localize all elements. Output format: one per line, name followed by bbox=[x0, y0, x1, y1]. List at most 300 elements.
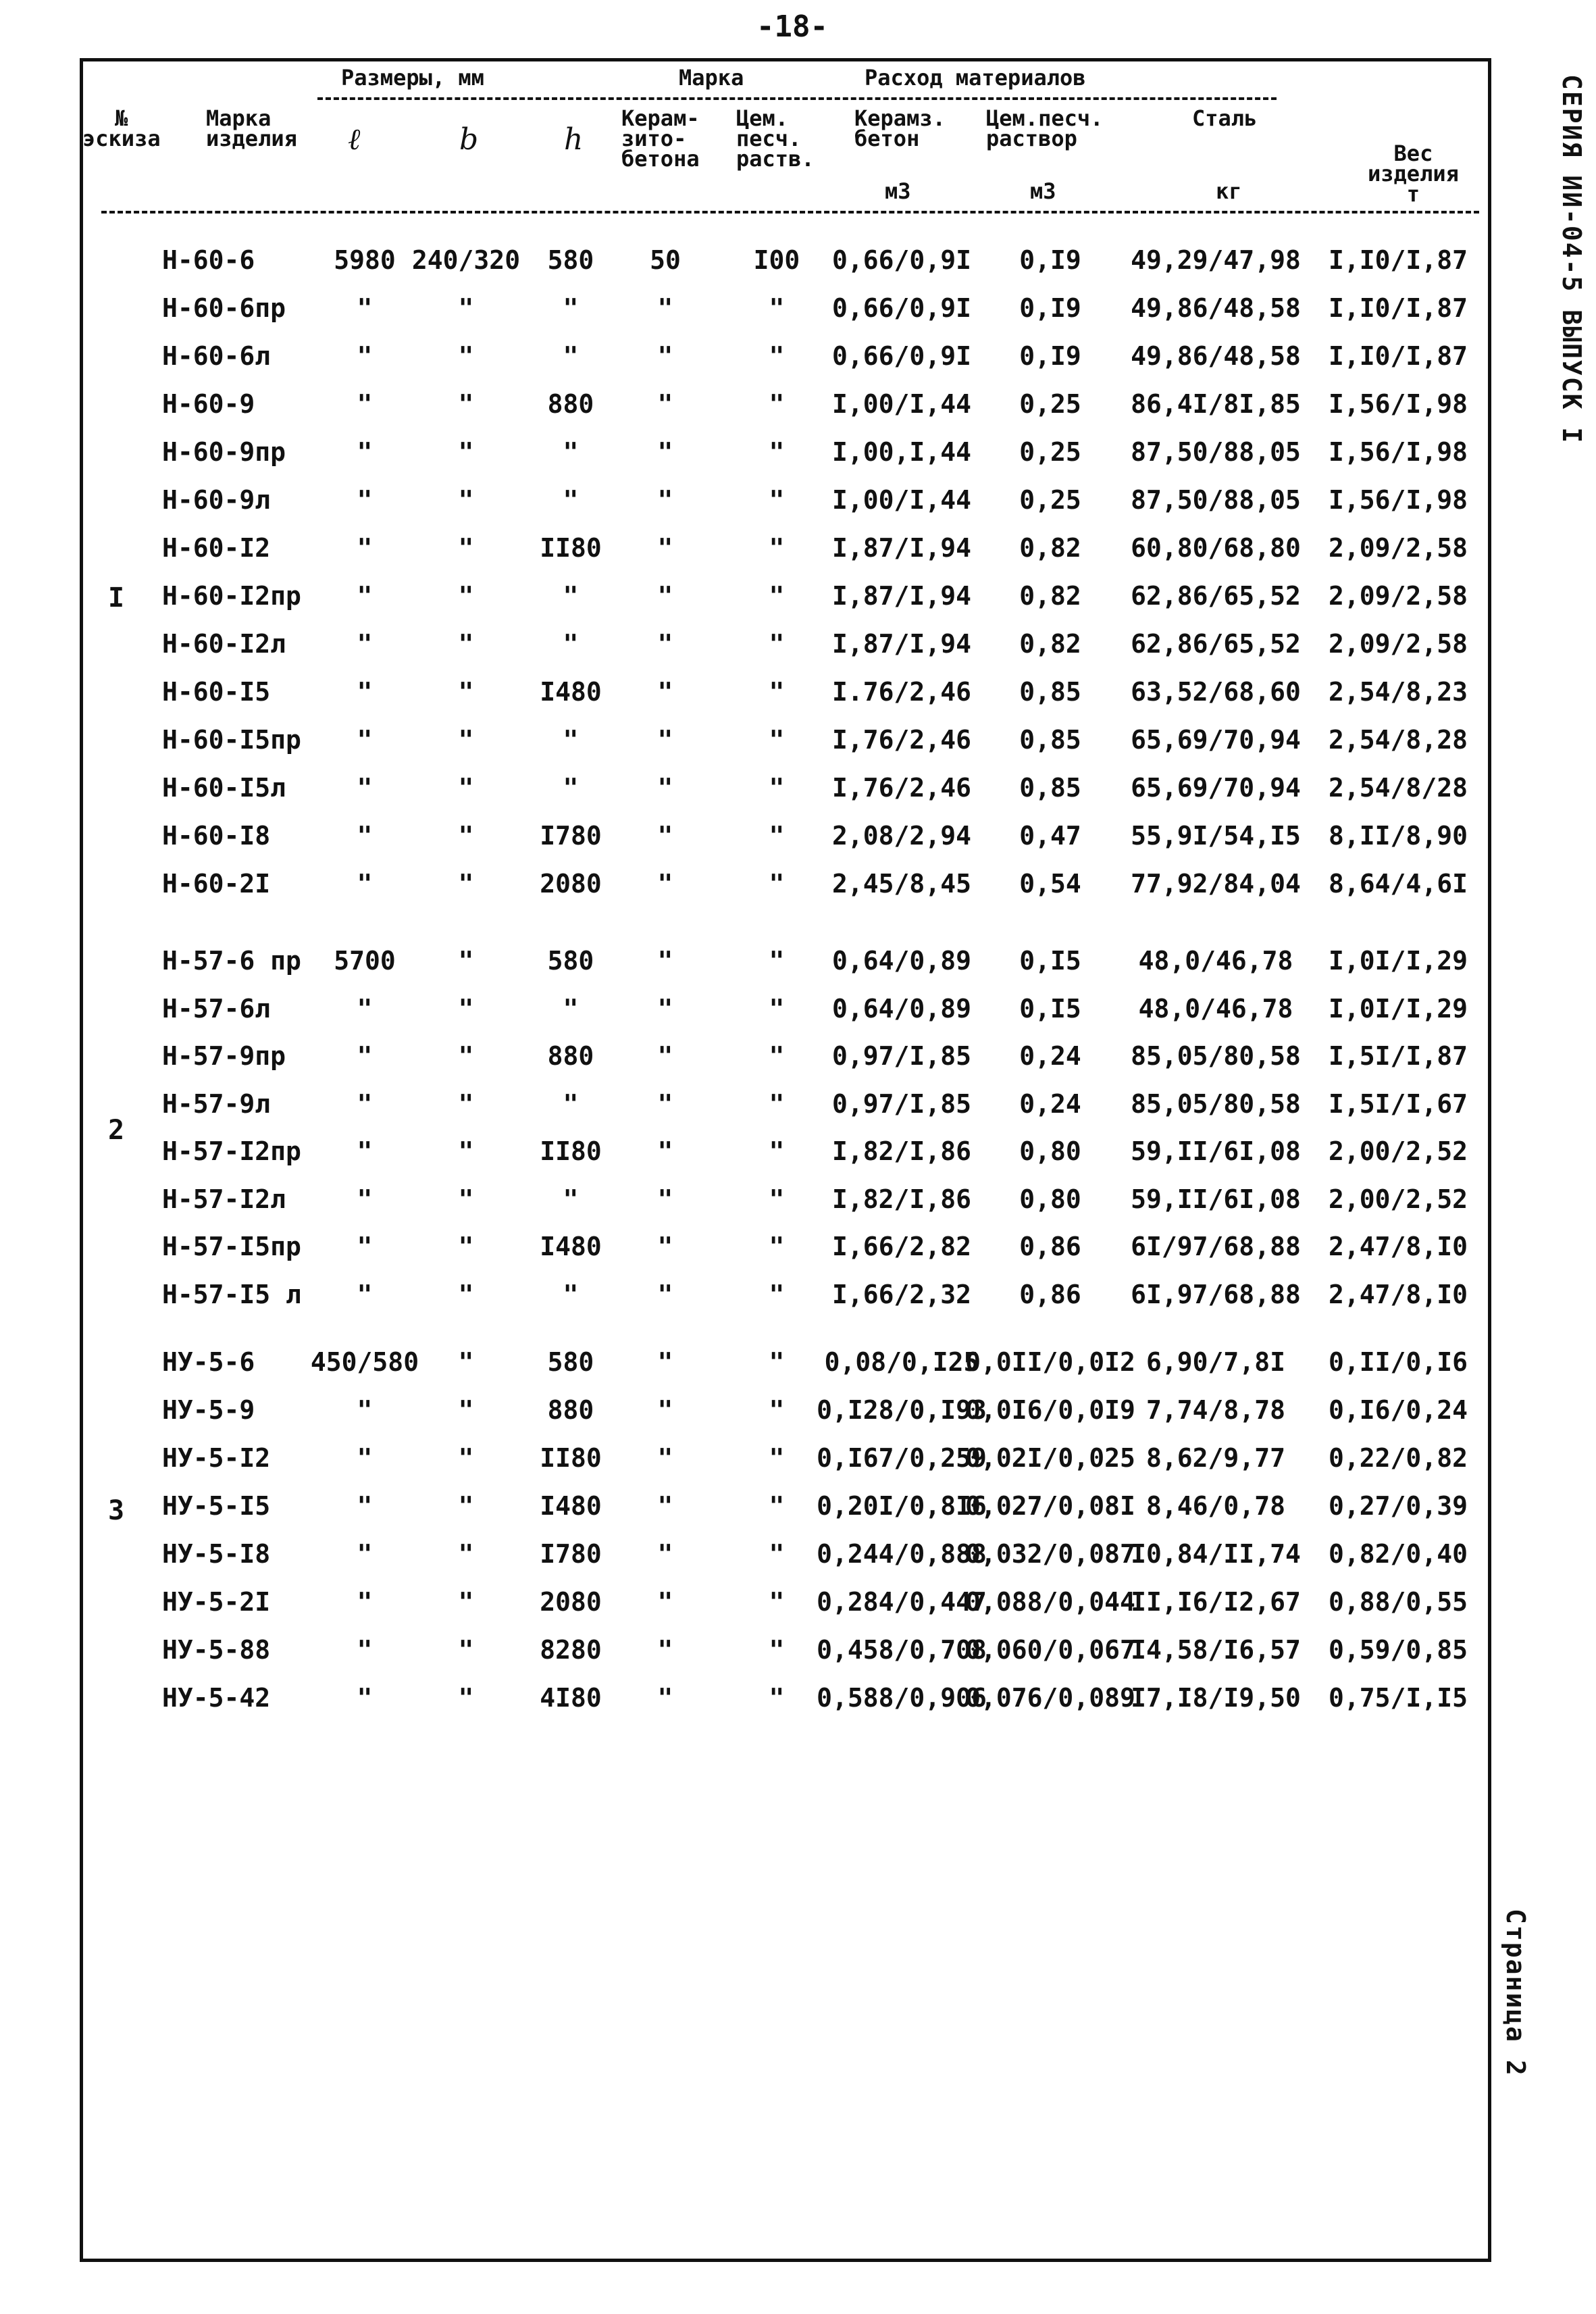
cell-l: " bbox=[357, 533, 373, 563]
cell-steel: 6I/97/68,88 bbox=[1131, 1232, 1301, 1261]
cell-b: " bbox=[458, 1443, 474, 1473]
cell-l: " bbox=[357, 1088, 373, 1119]
cell-b: " bbox=[458, 1491, 474, 1521]
cell-h: 880 bbox=[547, 389, 594, 419]
cell-b: " bbox=[458, 1279, 474, 1309]
cell-mark: Н-57-6 пр bbox=[162, 946, 301, 976]
cell-b: " bbox=[458, 437, 474, 467]
cell-v2: 0,02I/0,025 bbox=[965, 1443, 1135, 1473]
cell-steel: 65,69/70,94 bbox=[1131, 725, 1301, 755]
cell-mark: НУ-5-88 bbox=[162, 1635, 271, 1665]
cell-b: " bbox=[458, 485, 474, 515]
cell-cem: " bbox=[769, 1491, 785, 1521]
cell-w: 2,00/2,52 bbox=[1329, 1136, 1468, 1166]
cell-l: 5700 bbox=[334, 946, 396, 976]
cell-cem: " bbox=[769, 1539, 785, 1569]
cell-cem: " bbox=[769, 1683, 785, 1713]
cell-cem: " bbox=[769, 293, 785, 323]
cell-v2: 0,25 bbox=[1019, 437, 1081, 467]
cell-mark: Н-60-9пр bbox=[162, 437, 286, 467]
cell-cer: " bbox=[657, 629, 673, 659]
cell-cer: " bbox=[657, 581, 673, 611]
cell-h: II80 bbox=[540, 1443, 602, 1473]
cell-h: " bbox=[563, 725, 579, 755]
header-col-ceramzite: Керам- зито- бетона bbox=[621, 105, 700, 172]
cell-l: " bbox=[357, 629, 373, 659]
cell-h: 880 bbox=[547, 1395, 594, 1425]
cell-cer: " bbox=[657, 869, 673, 899]
cell-cer: " bbox=[657, 821, 673, 851]
cell-v2: 0,I9 bbox=[1019, 245, 1081, 275]
cell-l: " bbox=[357, 1136, 373, 1166]
header-bottom-dash-line bbox=[101, 211, 1479, 213]
cell-w: I,56/I,98 bbox=[1329, 485, 1468, 515]
cell-w: 0,82/0,40 bbox=[1329, 1539, 1468, 1569]
header-col-mark: Марка изделия bbox=[206, 105, 297, 151]
cell-w: 2,54/8,28 bbox=[1329, 725, 1468, 755]
cell-w: 0,22/0,82 bbox=[1329, 1443, 1468, 1473]
cell-b: " bbox=[458, 1395, 474, 1425]
cell-cem: " bbox=[769, 773, 785, 803]
cell-w: 2,09/2,58 bbox=[1329, 533, 1468, 563]
cell-w: I,0I/I,29 bbox=[1329, 993, 1468, 1024]
cell-v1: I,87/I,94 bbox=[832, 533, 971, 563]
cell-w: I,I0/I,87 bbox=[1329, 245, 1468, 275]
cell-v1: I,76/2,46 bbox=[832, 773, 971, 803]
cell-v2: 0,80 bbox=[1019, 1184, 1081, 1214]
cell-v2: 0,82 bbox=[1019, 533, 1081, 563]
cell-cer: " bbox=[657, 437, 673, 467]
cell-v1: I.76/2,46 bbox=[832, 677, 971, 707]
header-col-no: № эскиза bbox=[82, 105, 161, 151]
cell-v1: I,87/I,94 bbox=[832, 629, 971, 659]
header-unit-m3-concrete: м3 bbox=[885, 178, 911, 204]
cell-cer: " bbox=[657, 1279, 673, 1309]
cell-b: " bbox=[458, 677, 474, 707]
cell-v1: I,82/I,86 bbox=[832, 1136, 971, 1166]
cell-w: I,0I/I,29 bbox=[1329, 946, 1468, 976]
cell-b: " bbox=[458, 1539, 474, 1569]
cell-w: 2,47/8,I0 bbox=[1329, 1279, 1468, 1309]
cell-l: " bbox=[357, 773, 373, 803]
cell-steel: I0,84/II,74 bbox=[1131, 1539, 1301, 1569]
cell-steel: 7,74/8,78 bbox=[1146, 1395, 1285, 1425]
cell-steel: 65,69/70,94 bbox=[1131, 773, 1301, 803]
cell-cer: " bbox=[657, 725, 673, 755]
cell-v2: 0,85 bbox=[1019, 773, 1081, 803]
cell-cem: " bbox=[769, 581, 785, 611]
cell-steel: 87,50/88,05 bbox=[1131, 485, 1301, 515]
cell-v1: 2,45/8,45 bbox=[832, 869, 971, 899]
cell-v2: 0,I9 bbox=[1019, 293, 1081, 323]
cell-b: " bbox=[458, 821, 474, 851]
cell-cer: " bbox=[657, 1088, 673, 1119]
cell-mark: Н-60-I5л bbox=[162, 773, 286, 803]
cell-h: " bbox=[563, 1088, 579, 1119]
cell-b: " bbox=[458, 293, 474, 323]
cell-cem: " bbox=[769, 725, 785, 755]
cell-w: I,5I/I,87 bbox=[1329, 1041, 1468, 1071]
cell-w: 0,59/0,85 bbox=[1329, 1635, 1468, 1665]
cell-steel: 8,46/0,78 bbox=[1146, 1491, 1285, 1521]
cell-h: " bbox=[563, 629, 579, 659]
cell-mark: Н-60-9 bbox=[162, 389, 255, 419]
cell-v1: I,87/I,94 bbox=[832, 581, 971, 611]
cell-b: " bbox=[458, 1184, 474, 1214]
cell-cer: " bbox=[657, 1136, 673, 1166]
cell-cer: 50 bbox=[650, 245, 681, 275]
cell-l: " bbox=[357, 725, 373, 755]
cell-b: " bbox=[458, 725, 474, 755]
cell-cer: " bbox=[657, 677, 673, 707]
cell-v2: 0,24 bbox=[1019, 1041, 1081, 1071]
cell-v2: 0,I5 bbox=[1019, 946, 1081, 976]
cell-h: " bbox=[563, 341, 579, 371]
cell-steel: 60,80/68,80 bbox=[1131, 533, 1301, 563]
cell-h: 580 bbox=[547, 1347, 594, 1377]
cell-mark: НУ-5-6 bbox=[162, 1347, 255, 1377]
cell-mark: Н-60-6л bbox=[162, 341, 271, 371]
cell-mark: Н-60-2I bbox=[162, 869, 271, 899]
cell-h: I780 bbox=[540, 821, 602, 851]
cell-l: " bbox=[357, 293, 373, 323]
cell-cer: " bbox=[657, 293, 673, 323]
header-col-l: ℓ bbox=[348, 122, 361, 157]
cell-h: " bbox=[563, 1184, 579, 1214]
cell-b: " bbox=[458, 581, 474, 611]
cell-cer: " bbox=[657, 1683, 673, 1713]
cell-cem: " bbox=[769, 485, 785, 515]
cell-mark: Н-60-I8 bbox=[162, 821, 271, 851]
cell-v1: I,82/I,86 bbox=[832, 1184, 971, 1214]
cell-cem: " bbox=[769, 341, 785, 371]
cell-cer: " bbox=[657, 946, 673, 976]
cell-v2: 0,088/0,044 bbox=[965, 1587, 1135, 1617]
cell-h: 2080 bbox=[540, 869, 602, 899]
cell-cem: " bbox=[769, 533, 785, 563]
cell-b: " bbox=[458, 993, 474, 1024]
cell-w: I,I0/I,87 bbox=[1329, 341, 1468, 371]
cell-w: 2,09/2,58 bbox=[1329, 581, 1468, 611]
cell-b: " bbox=[458, 1683, 474, 1713]
cell-h: " bbox=[563, 993, 579, 1024]
cell-w: 2,54/8/28 bbox=[1329, 773, 1468, 803]
cell-cem: " bbox=[769, 946, 785, 976]
cell-cem: " bbox=[769, 1587, 785, 1617]
cell-l: " bbox=[357, 485, 373, 515]
cell-v2: 0,54 bbox=[1019, 869, 1081, 899]
cell-steel: 77,92/84,04 bbox=[1131, 869, 1301, 899]
cell-mark: НУ-5-9 bbox=[162, 1395, 255, 1425]
cell-h: 580 bbox=[547, 946, 594, 976]
cell-mark: НУ-5-2I bbox=[162, 1587, 271, 1617]
cell-v2: 0,24 bbox=[1019, 1088, 1081, 1119]
cell-h: 2080 bbox=[540, 1587, 602, 1617]
cell-v2: 0,I5 bbox=[1019, 993, 1081, 1024]
cell-l: " bbox=[357, 389, 373, 419]
cell-cem: " bbox=[769, 1395, 785, 1425]
cell-v1: 0,244/0,888 bbox=[817, 1539, 987, 1569]
cell-cem: " bbox=[769, 869, 785, 899]
cell-cem: " bbox=[769, 1443, 785, 1473]
header-col-cem-mortar: Цем.песч. раствор bbox=[986, 105, 1104, 151]
cell-cer: " bbox=[657, 993, 673, 1024]
cell-l: 450/580 bbox=[310, 1347, 419, 1377]
header-col-weight: Вес изделия т bbox=[1368, 141, 1459, 207]
cell-cer: " bbox=[657, 1232, 673, 1261]
cell-b: " bbox=[458, 1347, 474, 1377]
cell-v1: 0,97/I,85 bbox=[832, 1041, 971, 1071]
cell-h: 880 bbox=[547, 1041, 594, 1071]
cell-v1: 0,I28/0,I93 bbox=[817, 1395, 987, 1425]
cell-v1: 0,08/0,I25 bbox=[824, 1347, 979, 1377]
header-col-b: b bbox=[459, 122, 479, 157]
header-unit-m3-mortar: м3 bbox=[1030, 178, 1056, 204]
cell-h: " bbox=[563, 437, 579, 467]
cell-w: 2,47/8,I0 bbox=[1329, 1232, 1468, 1261]
cell-b: 240/320 bbox=[411, 245, 521, 275]
cell-w: 0,75/I,I5 bbox=[1329, 1683, 1468, 1713]
cell-v2: 0,47 bbox=[1019, 821, 1081, 851]
cell-b: " bbox=[458, 389, 474, 419]
cell-cer: " bbox=[657, 1491, 673, 1521]
cell-steel: 48,0/46,78 bbox=[1138, 946, 1293, 976]
cell-l: " bbox=[357, 1587, 373, 1617]
cell-cem: " bbox=[769, 1088, 785, 1119]
cell-steel: 49,86/48,58 bbox=[1131, 293, 1301, 323]
cell-b: " bbox=[458, 1635, 474, 1665]
cell-mark: НУ-5-I2 bbox=[162, 1443, 271, 1473]
cell-l: " bbox=[357, 1041, 373, 1071]
cell-w: 0,I6/0,24 bbox=[1329, 1395, 1468, 1425]
cell-cer: " bbox=[657, 1347, 673, 1377]
cell-mark: Н-60-9л bbox=[162, 485, 271, 515]
cell-h: II80 bbox=[540, 533, 602, 563]
cell-mark: НУ-5-I8 bbox=[162, 1539, 271, 1569]
cell-steel: 85,05/80,58 bbox=[1131, 1088, 1301, 1119]
cell-b: " bbox=[458, 1136, 474, 1166]
cell-v2: 0,032/0,087 bbox=[965, 1539, 1135, 1569]
cell-v1: 0,66/0,9I bbox=[832, 293, 971, 323]
cell-b: " bbox=[458, 1587, 474, 1617]
cell-h: 4I80 bbox=[540, 1683, 602, 1713]
header-col-cement: Цем. песч. раств. bbox=[736, 105, 815, 172]
cell-cer: " bbox=[657, 485, 673, 515]
cell-v1: 0,20I/0,8I6 bbox=[817, 1491, 987, 1521]
cell-cer: " bbox=[657, 1041, 673, 1071]
cell-h: " bbox=[563, 1279, 579, 1309]
cell-mark: Н-60-I2пр bbox=[162, 581, 301, 611]
cell-v2: 0,060/0,067 bbox=[965, 1635, 1135, 1665]
header-col-h: h bbox=[564, 122, 584, 157]
cell-cem: " bbox=[769, 389, 785, 419]
cell-cer: " bbox=[657, 1635, 673, 1665]
cell-w: 8,64/4,6I bbox=[1329, 869, 1468, 899]
cell-h: " bbox=[563, 293, 579, 323]
cell-mark: Н-57-9л bbox=[162, 1088, 271, 1119]
cell-b: " bbox=[458, 946, 474, 976]
cell-mark: Н-60-6пр bbox=[162, 293, 286, 323]
cell-l: " bbox=[357, 1635, 373, 1665]
cell-steel: 8,62/9,77 bbox=[1146, 1443, 1285, 1473]
cell-mark: Н-57-I5пр bbox=[162, 1232, 301, 1261]
cell-v1: I,76/2,46 bbox=[832, 725, 971, 755]
cell-mark: Н-60-I5пр bbox=[162, 725, 301, 755]
cell-v1: 0,284/0,447 bbox=[817, 1587, 987, 1617]
header-consumption: Расход материалов bbox=[865, 65, 1086, 91]
cell-l: 5980 bbox=[334, 245, 396, 275]
cell-l: " bbox=[357, 581, 373, 611]
cell-cem: I00 bbox=[753, 245, 800, 275]
cell-w: I,56/I,98 bbox=[1329, 437, 1468, 467]
cell-cer: " bbox=[657, 533, 673, 563]
cell-h: I480 bbox=[540, 1491, 602, 1521]
cell-cem: " bbox=[769, 1279, 785, 1309]
cell-cer: " bbox=[657, 389, 673, 419]
cell-v2: 0,85 bbox=[1019, 677, 1081, 707]
cell-v2: 0,80 bbox=[1019, 1136, 1081, 1166]
cell-mark: Н-57-I2пр bbox=[162, 1136, 301, 1166]
cell-v1: 0,66/0,9I bbox=[832, 245, 971, 275]
cell-l: " bbox=[357, 869, 373, 899]
header-unit-kg: кг bbox=[1216, 178, 1242, 204]
cell-v2: 0,82 bbox=[1019, 581, 1081, 611]
cell-mark: Н-60-6 bbox=[162, 245, 255, 275]
header-sizes: Размеры, мм bbox=[341, 65, 484, 91]
cell-w: 8,II/8,90 bbox=[1329, 821, 1468, 851]
cell-v1: I,00/I,44 bbox=[832, 485, 971, 515]
cell-cer: " bbox=[657, 1587, 673, 1617]
cell-cer: " bbox=[657, 1395, 673, 1425]
page-number: -18- bbox=[756, 9, 828, 44]
cell-v2: 0,25 bbox=[1019, 485, 1081, 515]
cell-b: " bbox=[458, 1041, 474, 1071]
cell-v2: 0,I9 bbox=[1019, 341, 1081, 371]
cell-steel: 62,86/65,52 bbox=[1131, 581, 1301, 611]
cell-cem: " bbox=[769, 821, 785, 851]
cell-h: I780 bbox=[540, 1539, 602, 1569]
cell-steel: 6I,97/68,88 bbox=[1131, 1279, 1301, 1309]
cell-w: I,5I/I,67 bbox=[1329, 1088, 1468, 1119]
header-col-cer-concrete: Керамз. бетон bbox=[854, 105, 946, 151]
cell-v2: 0,85 bbox=[1019, 725, 1081, 755]
cell-b: " bbox=[458, 629, 474, 659]
cell-mark: Н-57-9пр bbox=[162, 1041, 286, 1071]
cell-v1: I,00/I,44 bbox=[832, 389, 971, 419]
cell-steel: 85,05/80,58 bbox=[1131, 1041, 1301, 1071]
header-dash-line bbox=[317, 97, 1277, 100]
cell-h: 8280 bbox=[540, 1635, 602, 1665]
cell-w: I,I0/I,87 bbox=[1329, 293, 1468, 323]
cell-l: " bbox=[357, 821, 373, 851]
cell-cem: " bbox=[769, 1232, 785, 1261]
cell-l: " bbox=[357, 1279, 373, 1309]
cell-steel: 48,0/46,78 bbox=[1138, 993, 1293, 1024]
cell-w: I,56/I,98 bbox=[1329, 389, 1468, 419]
series-label: СЕРИЯ ИИ-04-5 ВЫПУСК I bbox=[1557, 74, 1587, 445]
cell-v1: 0,66/0,9I bbox=[832, 341, 971, 371]
cell-v1: I,00,I,44 bbox=[832, 437, 971, 467]
cell-b: " bbox=[458, 533, 474, 563]
cell-cer: " bbox=[657, 773, 673, 803]
cell-cer: " bbox=[657, 341, 673, 371]
cell-cem: " bbox=[769, 1347, 785, 1377]
cell-steel: 59,II/6I,08 bbox=[1131, 1136, 1301, 1166]
cell-steel: I4,58/I6,57 bbox=[1131, 1635, 1301, 1665]
cell-steel: 59,II/6I,08 bbox=[1131, 1184, 1301, 1214]
cell-steel: 62,86/65,52 bbox=[1131, 629, 1301, 659]
cell-mark: Н-57-6л bbox=[162, 993, 271, 1024]
header-brand: Марка bbox=[679, 65, 744, 91]
cell-mark: Н-60-I2 bbox=[162, 533, 271, 563]
cell-v1: 0,97/I,85 bbox=[832, 1088, 971, 1119]
cell-b: " bbox=[458, 1088, 474, 1119]
cell-v2: 0,0I6/0,0I9 bbox=[965, 1395, 1135, 1425]
cell-l: " bbox=[357, 1683, 373, 1713]
cell-h: " bbox=[563, 773, 579, 803]
cell-cem: " bbox=[769, 677, 785, 707]
cell-l: " bbox=[357, 341, 373, 371]
cell-b: " bbox=[458, 773, 474, 803]
cell-l: " bbox=[357, 1491, 373, 1521]
cell-mark: Н-60-I5 bbox=[162, 677, 271, 707]
cell-cem: " bbox=[769, 1184, 785, 1214]
cell-v2: 0,86 bbox=[1019, 1279, 1081, 1309]
cell-h: I480 bbox=[540, 1232, 602, 1261]
cell-h: I480 bbox=[540, 677, 602, 707]
cell-b: " bbox=[458, 1232, 474, 1261]
group-label: I bbox=[108, 582, 125, 613]
cell-steel: 55,9I/54,I5 bbox=[1131, 821, 1301, 851]
cell-cem: " bbox=[769, 437, 785, 467]
cell-cem: " bbox=[769, 993, 785, 1024]
cell-steel: 86,4I/8I,85 bbox=[1131, 389, 1301, 419]
cell-cem: " bbox=[769, 629, 785, 659]
cell-cer: " bbox=[657, 1184, 673, 1214]
cell-mark: Н-57-I2л bbox=[162, 1184, 286, 1214]
cell-mark: Н-57-I5 л bbox=[162, 1279, 301, 1309]
cell-mark: НУ-5-I5 bbox=[162, 1491, 271, 1521]
cell-v1: 2,08/2,94 bbox=[832, 821, 971, 851]
cell-v1: 0,588/0,906 bbox=[817, 1683, 987, 1713]
cell-v2: 0,82 bbox=[1019, 629, 1081, 659]
cell-w: 2,09/2,58 bbox=[1329, 629, 1468, 659]
cell-steel: 87,50/88,05 bbox=[1131, 437, 1301, 467]
cell-w: 2,54/8,23 bbox=[1329, 677, 1468, 707]
cell-h: II80 bbox=[540, 1136, 602, 1166]
cell-steel: 49,29/47,98 bbox=[1131, 245, 1301, 275]
cell-v1: 0,I67/0,259 bbox=[817, 1443, 987, 1473]
cell-h: " bbox=[563, 485, 579, 515]
cell-v2: 0,027/0,08I bbox=[965, 1491, 1135, 1521]
cell-l: " bbox=[357, 1443, 373, 1473]
cell-b: " bbox=[458, 869, 474, 899]
cell-l: " bbox=[357, 437, 373, 467]
cell-v1: 0,64/0,89 bbox=[832, 946, 971, 976]
cell-l: " bbox=[357, 1539, 373, 1569]
cell-cer: " bbox=[657, 1443, 673, 1473]
cell-l: " bbox=[357, 677, 373, 707]
cell-steel: I7,I8/I9,50 bbox=[1131, 1683, 1301, 1713]
group-label: 3 bbox=[108, 1495, 125, 1526]
header-col-steel: Сталь bbox=[1192, 105, 1258, 131]
cell-l: " bbox=[357, 1184, 373, 1214]
group-label: 2 bbox=[108, 1115, 125, 1146]
cell-steel: 6,90/7,8I bbox=[1146, 1347, 1285, 1377]
cell-cem: " bbox=[769, 1136, 785, 1166]
cell-cer: " bbox=[657, 1539, 673, 1569]
page-label: Страница 2 bbox=[1501, 1909, 1530, 2077]
